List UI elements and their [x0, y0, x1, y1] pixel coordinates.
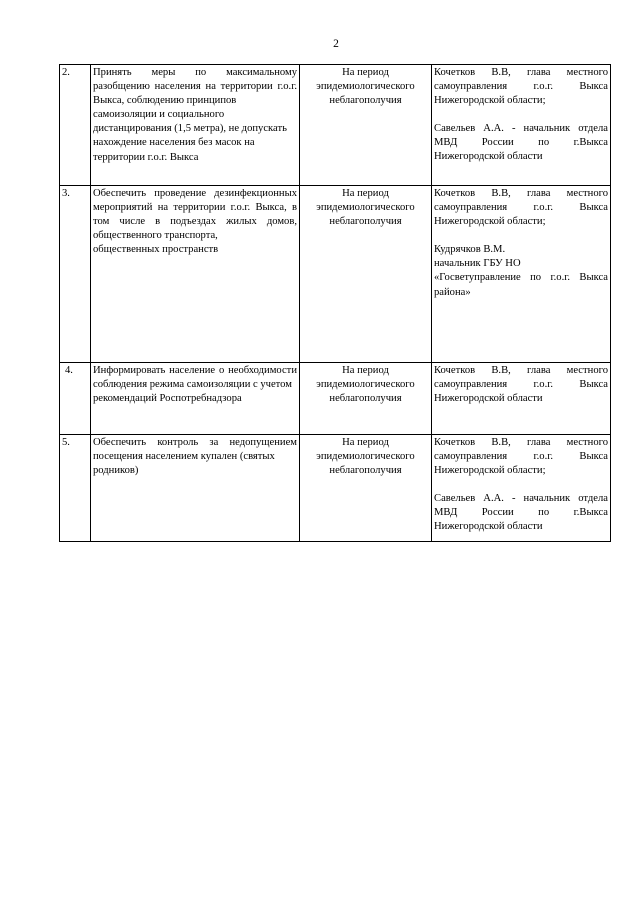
- action-text: Обеспечить проведение дезинфекционных мероприятий на территории г.о.г. Выкса, в том числе в подъездах жилых домов, общественного транспорта,: [93, 188, 297, 242]
- action-text-continued: родников): [93, 465, 139, 477]
- responsible-person: Кочетков В.В, глава местного самоуправления г.о.г. Выкса Нижегородской области;: [434, 67, 608, 107]
- responsible-cell: [432, 186, 611, 363]
- period-cell: На период эпидемиологического неблагополучия: [300, 363, 432, 435]
- responsible-person: Савельев А.А. - начальник отдела МВД России по г.Выкса Нижегородской области: [434, 493, 608, 533]
- row-number: 5.: [60, 435, 91, 542]
- page-number: 2: [333, 38, 339, 50]
- responsible-person: Кочетков В.В, глава местного самоуправления г.о.г. Выкса Нижегородской области;: [434, 437, 608, 477]
- action-text: Принять меры по максимальному разобщению населения на территории г.о.г. Выкса, соблюдению принципов: [93, 67, 297, 107]
- period-cell: На период эпидемиологического неблагополучия: [300, 65, 432, 186]
- responsible-cell: [432, 363, 611, 435]
- period-cell: На период эпидемиологического неблагополучия: [300, 435, 432, 542]
- responsible-cell: [432, 435, 611, 542]
- action-text-continued: самоизоляции и социального дистанцирования (1,5 метра), не допускать нахождение населения без масок на территории г.о.г. Выкса: [93, 109, 287, 163]
- table-row: [60, 65, 611, 186]
- action-text-continued: рекомендаций Роспотребнадзора: [93, 393, 242, 405]
- measures-table: [59, 64, 611, 542]
- action-text: Информировать население о необходимости соблюдения режима самоизоляции с учетом: [93, 365, 297, 391]
- table-row: [60, 363, 611, 435]
- action-text-continued: общественных пространств: [93, 244, 219, 256]
- row-number: 4.: [60, 363, 91, 435]
- row-number: 3.: [60, 186, 91, 363]
- action-cell: [91, 65, 300, 186]
- action-cell: [91, 435, 300, 542]
- row-number: 2.: [60, 65, 91, 186]
- responsible-person: Кочетков В.В, глава местного самоуправления г.о.г. Выкса Нижегородской области;: [434, 188, 608, 228]
- action-cell: [91, 363, 300, 435]
- responsible-position: начальник ГБУ НО: [434, 258, 521, 270]
- responsible-cell: [432, 65, 611, 186]
- responsible-person: Савельев А.А. - начальник отдела МВД России по г.Выкса Нижегородской области: [434, 123, 608, 163]
- responsible-person: Кудрячков В.М.: [434, 244, 506, 256]
- action-text: Обеспечить контроль за недопущением посещения населением купален (святых: [93, 437, 297, 463]
- period-cell: На период эпидемиологического неблагополучия: [300, 186, 432, 363]
- action-cell: [91, 186, 300, 363]
- responsible-person: Кочетков В.В, глава местного самоуправления г.о.г. Выкса Нижегородской области: [434, 365, 608, 405]
- table-row: [60, 186, 611, 363]
- responsible-organization: «Госветуправление по г.о.г. Выкса района»: [434, 272, 608, 298]
- table-row: [60, 435, 611, 542]
